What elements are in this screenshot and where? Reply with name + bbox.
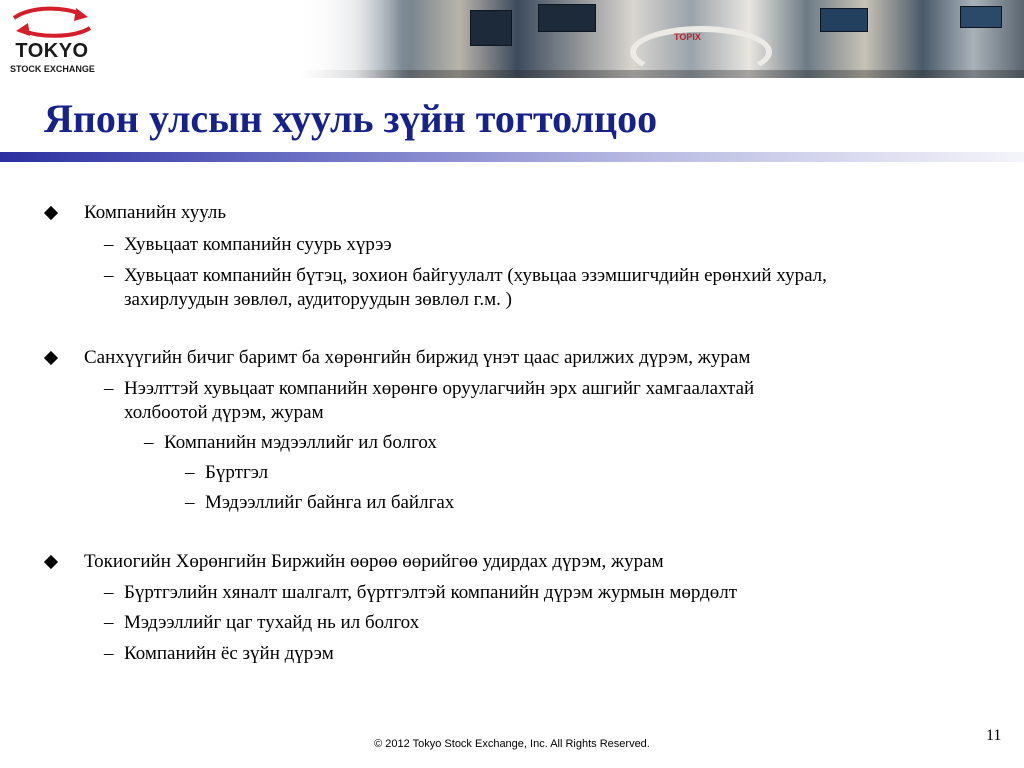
diamond-bullet-icon — [44, 555, 58, 569]
section-heading: Санхүүгийн бичиг баримт ба хөрөнгийн биржид үнэт цаас арилжих дүрэм, журам — [84, 347, 751, 368]
list-item: Компанийн ёс зүйн дүрэм — [124, 643, 334, 664]
topix-sign: TOPIX — [674, 32, 701, 42]
list-item-continuation: холбоотой дүрэм, журам — [124, 402, 324, 423]
section-heading: Токиогийн Хөрөнгийн Биржийн өөрөө өөрийгөө удирдах дүрэм, журам — [84, 551, 664, 572]
dash-bullet: – — [144, 432, 154, 453]
trading-screen — [820, 8, 868, 32]
dash-bullet: – — [104, 643, 114, 664]
list-item-continuation: захирлуудын зөвлөл, аудиторуудын зөвлөл г.м. ) — [124, 289, 512, 310]
dash-bullet: – — [185, 492, 195, 513]
logo-name: TOKYO — [15, 40, 89, 62]
dash-bullet: – — [104, 265, 114, 286]
trading-screen — [960, 6, 1002, 28]
sub-sub-list-item: Мэдээллийг байнга ил байлгах — [205, 492, 455, 513]
list-item: Нээлттэй хувьцаат компанийн хөрөнгө оруулагчийн эрх ашгийг хамгаалахтай — [124, 378, 755, 399]
sub-sub-list-item: Бүртгэл — [205, 462, 269, 483]
banner-fade — [300, 0, 410, 78]
slide-title: Япон улсын хууль зүйн тогтолцоо — [44, 96, 658, 141]
logo-arrow-icon — [10, 6, 94, 40]
tokyo-stock-exchange-logo — [10, 6, 94, 74]
diamond-bullet-icon — [44, 351, 58, 365]
dash-bullet: – — [185, 462, 195, 483]
page-number: 11 — [986, 727, 1002, 744]
trading-screen — [470, 10, 512, 46]
list-item: Бүртгэлийн хяналт шалгалт, бүртгэлтэй компанийн дүрэм журмын мөрдөлт — [124, 582, 738, 603]
dash-bullet: – — [104, 234, 114, 255]
dash-bullet: – — [104, 582, 114, 603]
section-heading: Компанийн хууль — [84, 202, 226, 223]
logo-subtitle: STOCK EXCHANGE — [10, 64, 95, 74]
diamond-bullet-icon — [44, 206, 58, 220]
trading-screen — [538, 4, 596, 32]
dash-bullet: – — [104, 378, 114, 399]
list-item: Хувьцаат компанийн суурь хүрээ — [124, 234, 392, 255]
sub-list-item: Компанийн мэдээллийг ил болгох — [164, 432, 437, 453]
dash-bullet: – — [104, 612, 114, 633]
list-item: Мэдээллийг цаг тухайд нь ил болгох — [124, 612, 420, 633]
header-photo-banner — [300, 0, 1024, 78]
copyright-footer: © 2012 Tokyo Stock Exchange, Inc. All Rights Reserved. — [374, 738, 650, 750]
title-underline — [0, 152, 1024, 162]
list-item: Хувьцаат компанийн бүтэц, зохион байгуулалт (хувьцаа эзэмшигчдийн ерөнхий хурал, — [124, 265, 827, 286]
